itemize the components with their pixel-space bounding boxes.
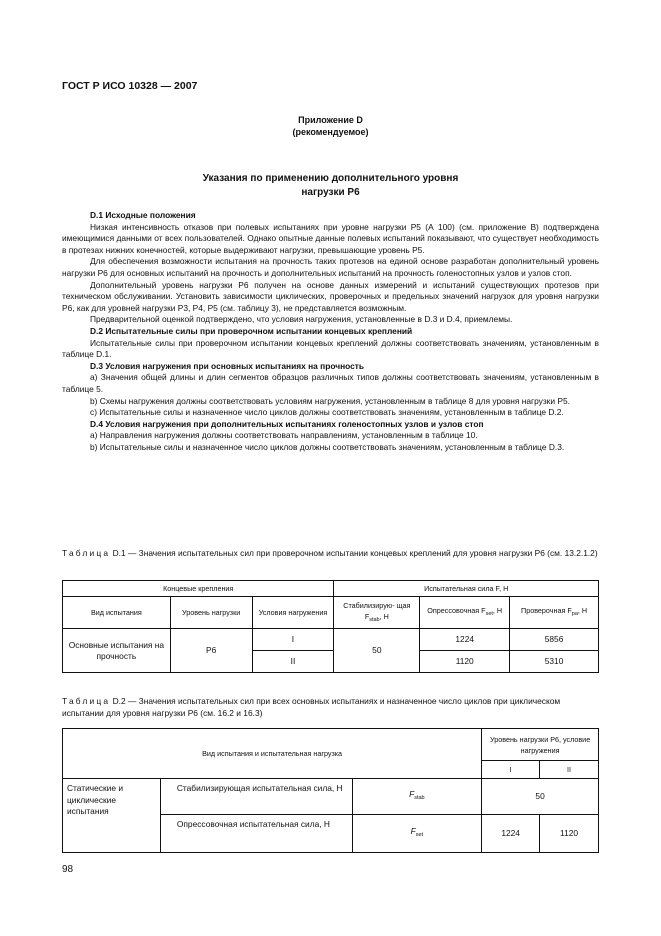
table1-cell-stab: 50 [334, 629, 420, 673]
table2-row-name: Опрессовочная испытательная сила, Н [160, 815, 352, 853]
table1-col-load-condition: Условия нагружения [252, 597, 334, 629]
paragraph: а) Значения общей длины и длин сегментов образцов различных типов должны соответствовать значениям, установленным в таблице 5. [62, 372, 599, 394]
table1-cell-set: 1120 [420, 651, 510, 673]
table1-cell-pa: 5856 [510, 629, 599, 651]
table2-head-level: Уровень нагрузки Р6, условие нагружения [482, 729, 599, 761]
table1-caption-text: D.1 — Значения испытательных сил при проверочном испытании концевых креплений для уровня нагрузки Р6 (см. 13.2.1.2) [112, 548, 598, 558]
table1-group-force: Испытательная сила F, Н [334, 581, 599, 597]
subsection-heading: D.2 Испытательные силы при проверочном испытании концевых креплений [90, 325, 413, 336]
table1-col-test-type: Вид испытания [63, 597, 171, 629]
annex-status: (рекомендуемое) [292, 127, 369, 137]
paragraph: b) Испытательные силы и назначенное число циклов должны соответствовать значениям, установленным в таблице D.3. [90, 441, 565, 452]
section-title-line1: Указания по применению дополнительного уровня [202, 173, 459, 184]
table1-caption [62, 548, 599, 560]
table1-col-stab: Стабилизирую- щая $F_{stab}$, Н [334, 597, 420, 629]
table1-cell-set: 1224 [420, 629, 510, 651]
table2-caption-prefix: Таблица [62, 696, 111, 706]
table-d1 [62, 580, 599, 673]
table1-col-pa: Проверочная $F_{pa}$, Н [510, 597, 599, 629]
document-header: ГОСТ Р ИСО 10328 — 2007 [62, 80, 198, 92]
paragraph: Предварительной оценкой подтверждено, что условия нагружения, установленные в D.3 и D.4, приемлемы. [90, 314, 513, 325]
paragraph: с) Испытательные силы и назначенное число циклов должны соответствовать значениям, установленным в таблице D.2. [90, 407, 564, 418]
table2-group-label: Статические и циклические испытания [63, 779, 161, 853]
table1-row-level: Р6 [170, 629, 252, 673]
table2-caption-text: D.2 — Значения испытательных сил при всех основных испытаниях и назначенное число циклов при циклическом испытании для уровня нагрузки Р6 (см. 16.2 и 16.3) [62, 696, 561, 718]
table1-col-set: Опрессовочная $F_{set}$, Н [420, 597, 510, 629]
paragraph: Испытательные силы при проверочном испытании концевых креплений должны соответствовать значениям, установленным в таблице D.1. [62, 337, 599, 360]
table1-row-test-type: Основные испытания на прочность [63, 629, 171, 673]
table1-cell-cond: II [252, 651, 334, 673]
subsection-heading: D.4 Условия нагружения при дополнительных испытаниях голеностопных узлов и узлов стоп [90, 418, 484, 429]
paragraph: Дополнительный уровень нагрузки Р6 получен на основе данных измерений и испытаний существующих протезов при техническом обслуживании. Установить зависимости циклических, проверочных и предельных значений нагрузок для уровня нагрузки Р6, как для уровней нагрузки Р3, Р4, Р5 (см. таблицу 3), не представляется возможным. [62, 279, 599, 313]
table2-head-main: Вид испытания и испытательная нагрузка [63, 729, 482, 779]
table1-cell-cond: I [252, 629, 334, 651]
table2-cell-value-2: 1120 [540, 815, 599, 853]
paragraph: Низкая интенсивность отказов при полевых испытаниях при уровне нагрузки Р5 (А 100) (см. приложение В) подтверждена имеющимися данными от всех пользователей. Однако опытные данные полевых испытаний показывают, что существует необходимость в протезах нижних конечностей, которые выдерживают нагрузки, превышающие уровень Р5. [62, 221, 599, 255]
section-title-line2: нагрузки Р6 [301, 187, 360, 198]
annex-title [62, 114, 599, 138]
table2-caption [62, 696, 599, 719]
subsection-heading: D.1 Исходные положения [90, 210, 196, 220]
table2-row-symbol: $F_{stab}$ [352, 779, 482, 815]
table2-cell-value: 50 [482, 779, 599, 815]
table1-group-attachments: Концевые крепления [63, 581, 334, 597]
paragraph: а) Направления нагружения должны соответствовать направлениям, установленным в таблице 10. [90, 430, 478, 441]
table2-row-name: Стабилизирующая испытательная сила, Н [160, 779, 352, 815]
table-d2 [62, 728, 599, 853]
annex-label: Приложение D [298, 115, 363, 125]
paragraph: b) Схемы нагружения должны соответствовать условиям нагружения, установленным в таблице 8 для уровня нагрузки Р5. [90, 395, 570, 406]
table2-cell-value-1: 1224 [482, 815, 540, 853]
table1-col-load-level: Уровень нагрузки [170, 597, 252, 629]
table2-head-cond-2: II [540, 761, 599, 779]
page-number: 98 [62, 864, 74, 875]
paragraph: Для обеспечения возможности испытания на прочность таких протезов на единой основе разработан дополнительный уровень нагрузки Р6 для основных испытаний на прочность и дополнительных испытаний на прочность голеностопных узлов и узлов стоп. [62, 256, 599, 278]
table1-caption-prefix: Таблица [62, 548, 111, 558]
section-title [62, 172, 599, 200]
table1-cell-pa: 5310 [510, 651, 599, 673]
body-text [62, 210, 599, 453]
table2-head-cond-1: I [482, 761, 540, 779]
table2-row-symbol: $F_{set}$ [352, 815, 482, 853]
subsection-heading: D.3 Условия нагружения при основных испытаниях на прочность [90, 360, 365, 371]
